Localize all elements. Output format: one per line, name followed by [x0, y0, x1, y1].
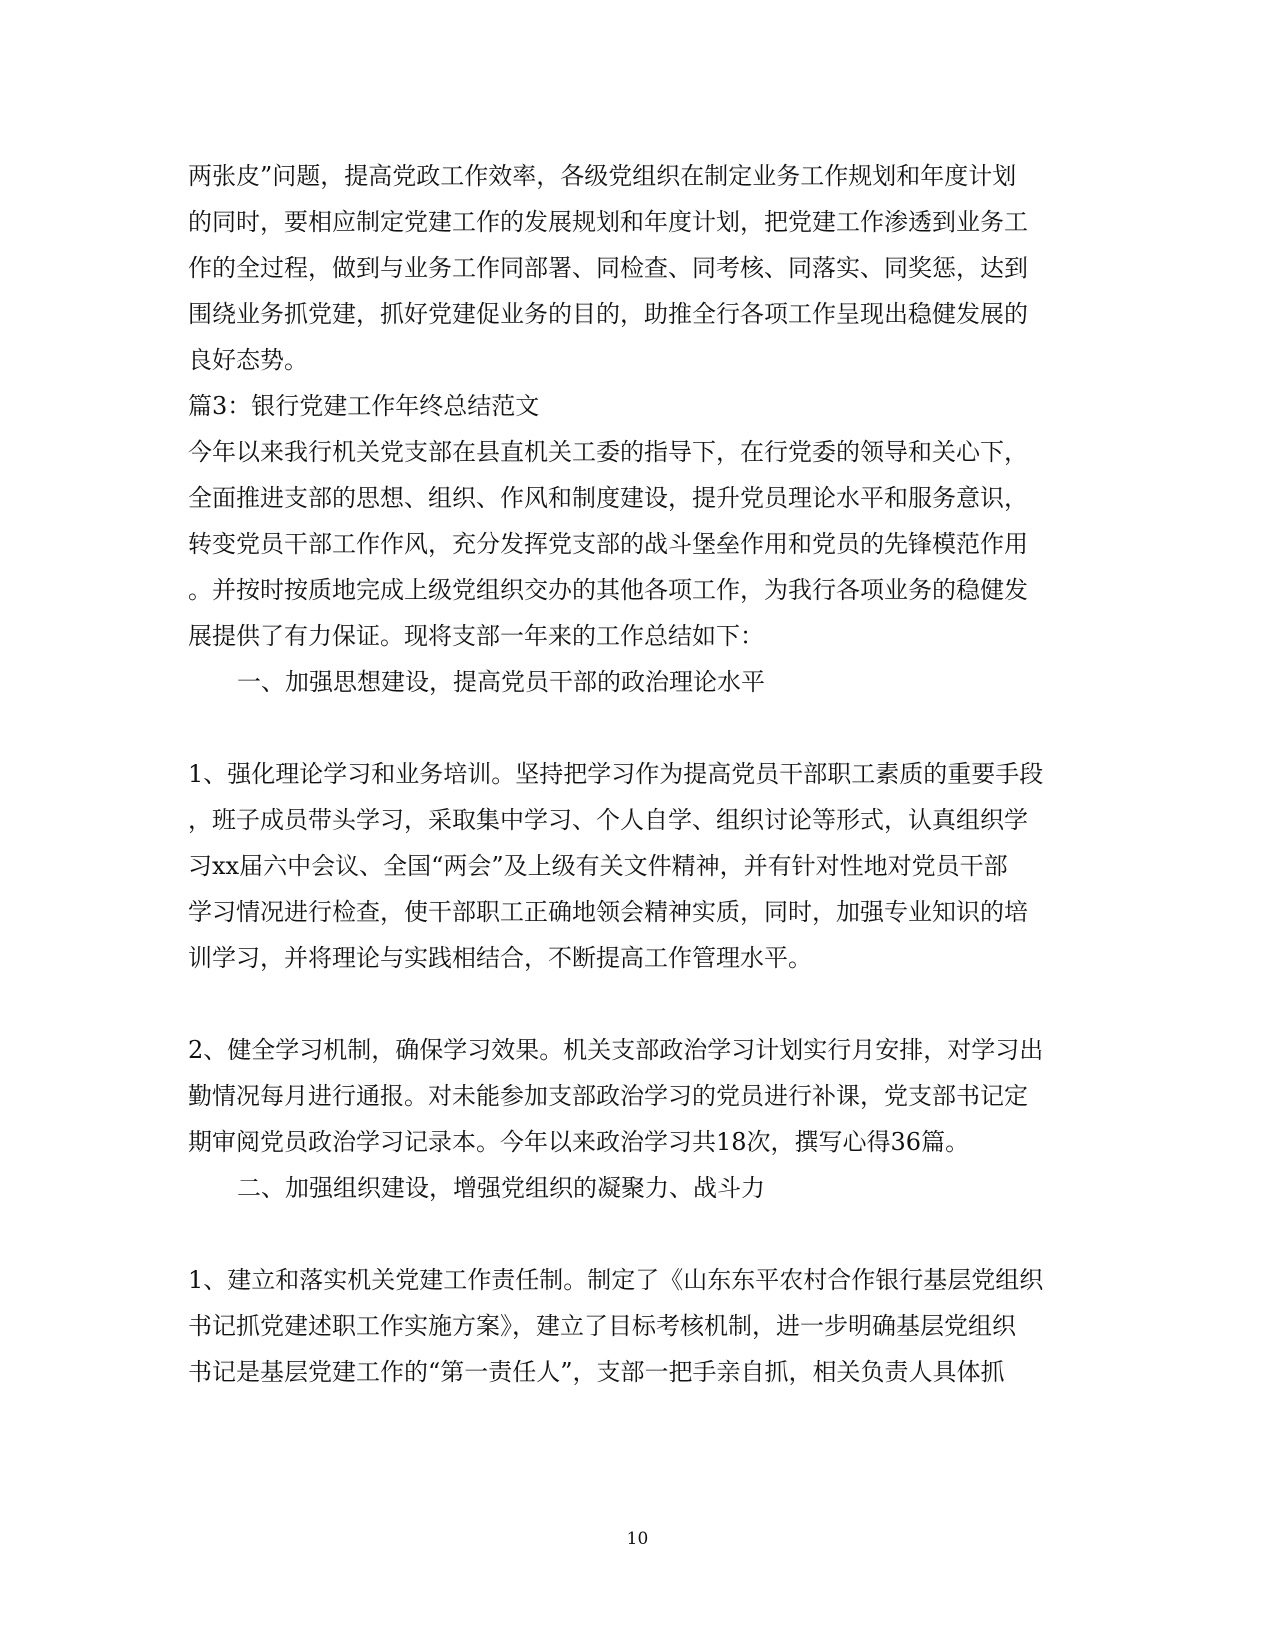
page-number: 10: [626, 1529, 649, 1549]
body-line: 勤情况每月进行通报。对未能参加支部政治学习的党员进行补课，党支部书记定: [188, 1082, 1028, 1110]
body-line: 今年以来我行机关党支部在县直机关工委的指导下，在行党委的领导和关心下，: [188, 438, 1028, 466]
body-line: 2、健全学习机制，确保学习效果。机关支部政治学习计划实行月安排，对学习出: [188, 1036, 1044, 1064]
body-line: 训学习，并将理论与实践相结合，不断提高工作管理水平。: [188, 944, 812, 972]
body-line: 学习情况进行检查，使干部职工正确地领会精神实质，同时，加强专业知识的培: [188, 898, 1028, 926]
body-line: 两张皮”问题，提高党政工作效率，各级党组织在制定业务工作规划和年度计划: [188, 162, 1017, 190]
body-line: 1、建立和落实机关党建工作责任制。制定了《山东东平农村合作银行基层党组织: [188, 1266, 1044, 1294]
body-line: 1、强化理论学习和业务培训。坚持把学习作为提高党员干部职工素质的重要手段: [188, 760, 1044, 788]
body-line: 期审阅党员政治学习记录本。今年以来政治学习共18次，撰写心得36篇。: [188, 1128, 970, 1156]
body-line: 展提供了有力保证。现将支部一年来的工作总结如下：: [188, 622, 764, 650]
body-line: 。并按时按质地完成上级党组织交办的其他各项工作，为我行各项业务的稳健发: [188, 576, 1028, 604]
body-line: 习xx届六中会议、全国“两会”及上级有关文件精神，并有针对性地对党员干部: [188, 852, 1008, 880]
body-line: 转变党员干部工作作风，充分发挥党支部的战斗堡垒作用和党员的先锋模范作用: [188, 530, 1028, 558]
body-line: 书记是基层党建工作的“第一责任人”，支部一把手亲自抓，相关负责人具体抓: [188, 1358, 1005, 1386]
body-line: 书记抓党建述职工作实施方案》，建立了目标考核机制，进一步明确基层党组织: [188, 1312, 1016, 1340]
section-title: 篇3：银行党建工作年终总结范文: [188, 392, 540, 420]
body-line: 作的全过程，做到与业务工作同部署、同检查、同考核、同落实、同奖惩，达到: [188, 254, 1028, 282]
body-line: 围绕业务抓党建，抓好党建促业务的目的，助推全行各项工作呈现出稳健发展的: [188, 300, 1028, 328]
body-line: 全面推进支部的思想、组织、作风和制度建设，提升党员理论水平和服务意识，: [188, 484, 1028, 512]
body-line: ，班子成员带头学习，采取集中学习、个人自学、组织讨论等形式，认真组织学: [188, 806, 1028, 834]
section-heading: 二、加强组织建设，增强党组织的凝聚力、战斗力: [237, 1174, 765, 1202]
body-line: 良好态势。: [188, 346, 308, 374]
section-heading: 一、加强思想建设，提高党员干部的政治理论水平: [237, 668, 765, 696]
body-line: 的同时，要相应制定党建工作的发展规划和年度计划，把党建工作渗透到业务工: [188, 208, 1028, 236]
